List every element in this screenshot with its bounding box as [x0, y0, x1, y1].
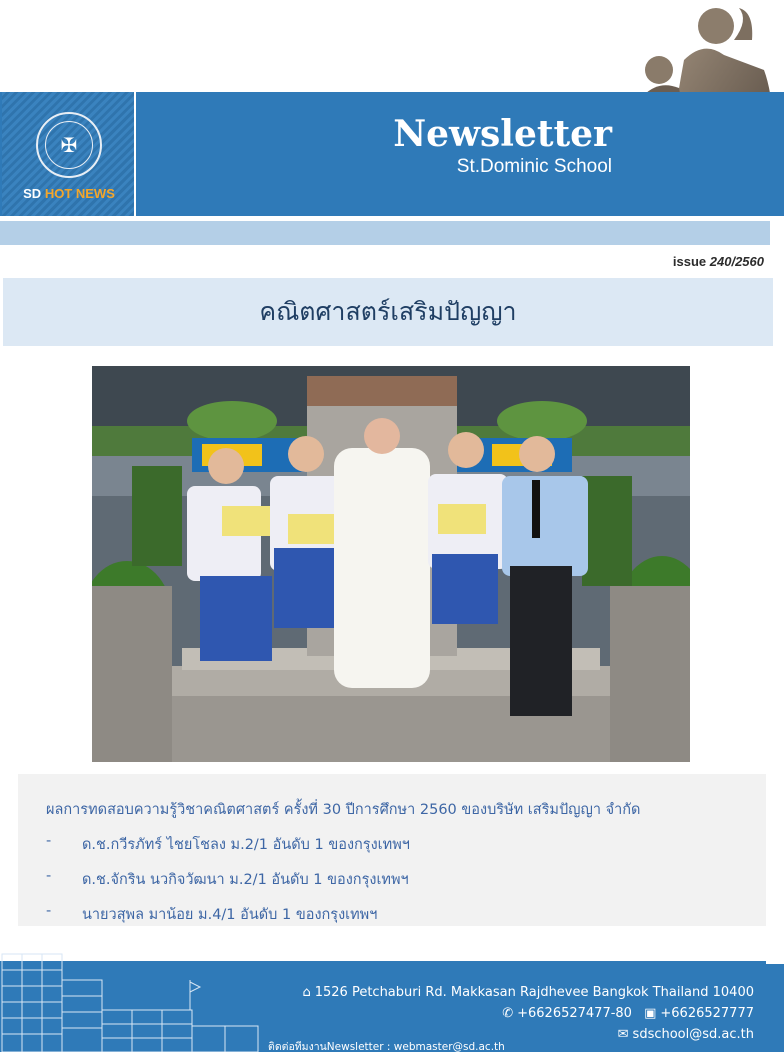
logo-box [2, 92, 136, 216]
school-seal-icon [36, 112, 102, 178]
footer-phone: +6626527477-80 [517, 1006, 632, 1021]
header-divider [0, 216, 784, 218]
result-bullet: - [46, 903, 52, 919]
newsletter-title-block [393, 114, 612, 178]
envelope-icon: ✉ [617, 1027, 629, 1042]
result-text: นายวสุพล มาน้อย ม.4/1 อันดับ 1 ของกรุงเทพฯ [82, 907, 378, 923]
result-item [46, 903, 738, 926]
issue-number [673, 254, 764, 269]
result-item [46, 868, 738, 891]
footer-fax: +6626527777 [660, 1006, 754, 1021]
newsletter-title: Newsletter [393, 113, 612, 155]
headline-box [3, 278, 773, 346]
footer-contact[interactable]: ติดต่อทีมงานNewsletter : webmaster@sd.ac.th [268, 1041, 505, 1052]
students-photo [92, 366, 690, 762]
issue-value: 240/2560 [709, 254, 764, 269]
footer-email[interactable]: sdschool@sd.ac.th [632, 1027, 754, 1042]
header-sub-band [0, 221, 770, 245]
footer-address: 1526 Petchaburi Rd. Makkasan Rajdhevee Bangkok Thailand 10400 [314, 985, 754, 1000]
newsletter-subtitle: St.Dominic School [456, 156, 612, 177]
result-text: ด.ช.กวีรภัทร์ ไชยโชลง ม.2/1 อันดับ 1 ของกรุงเทพฯ [82, 837, 410, 853]
results-box [18, 774, 766, 926]
phone-icon: ✆ [502, 1006, 514, 1021]
logo-label-accent: HOT NEWS [44, 186, 115, 201]
result-bullet: - [46, 868, 52, 884]
fax-icon: ▣ [644, 1006, 657, 1021]
results-intro: ผลการทดสอบความรู้วิชาคณิตศาสตร์ ครั้งที่ 30 ปีการศึกษา 2560 ของบริษัท เสริมปัญญา จำกัด [46, 802, 641, 818]
footer-address-row [302, 982, 754, 1003]
footer-info [302, 982, 754, 1045]
headline: คณิตศาสตร์เสริมปัญญา [259, 297, 517, 326]
result-text: ด.ช.จักริน นวกิจวัฒนา ม.2/1 อันดับ 1 ของกรุงเทพฯ [82, 872, 409, 888]
logo-label-main: SD [23, 186, 42, 201]
school-building-illustration [0, 940, 270, 1052]
footer-phone-row [302, 1003, 754, 1024]
result-bullet: - [46, 833, 52, 849]
result-item [46, 833, 738, 856]
home-icon: ⌂ [302, 985, 311, 1000]
logo-label [2, 186, 136, 201]
issue-label: issue [672, 254, 707, 269]
cross-icon: ✠ [45, 121, 93, 169]
